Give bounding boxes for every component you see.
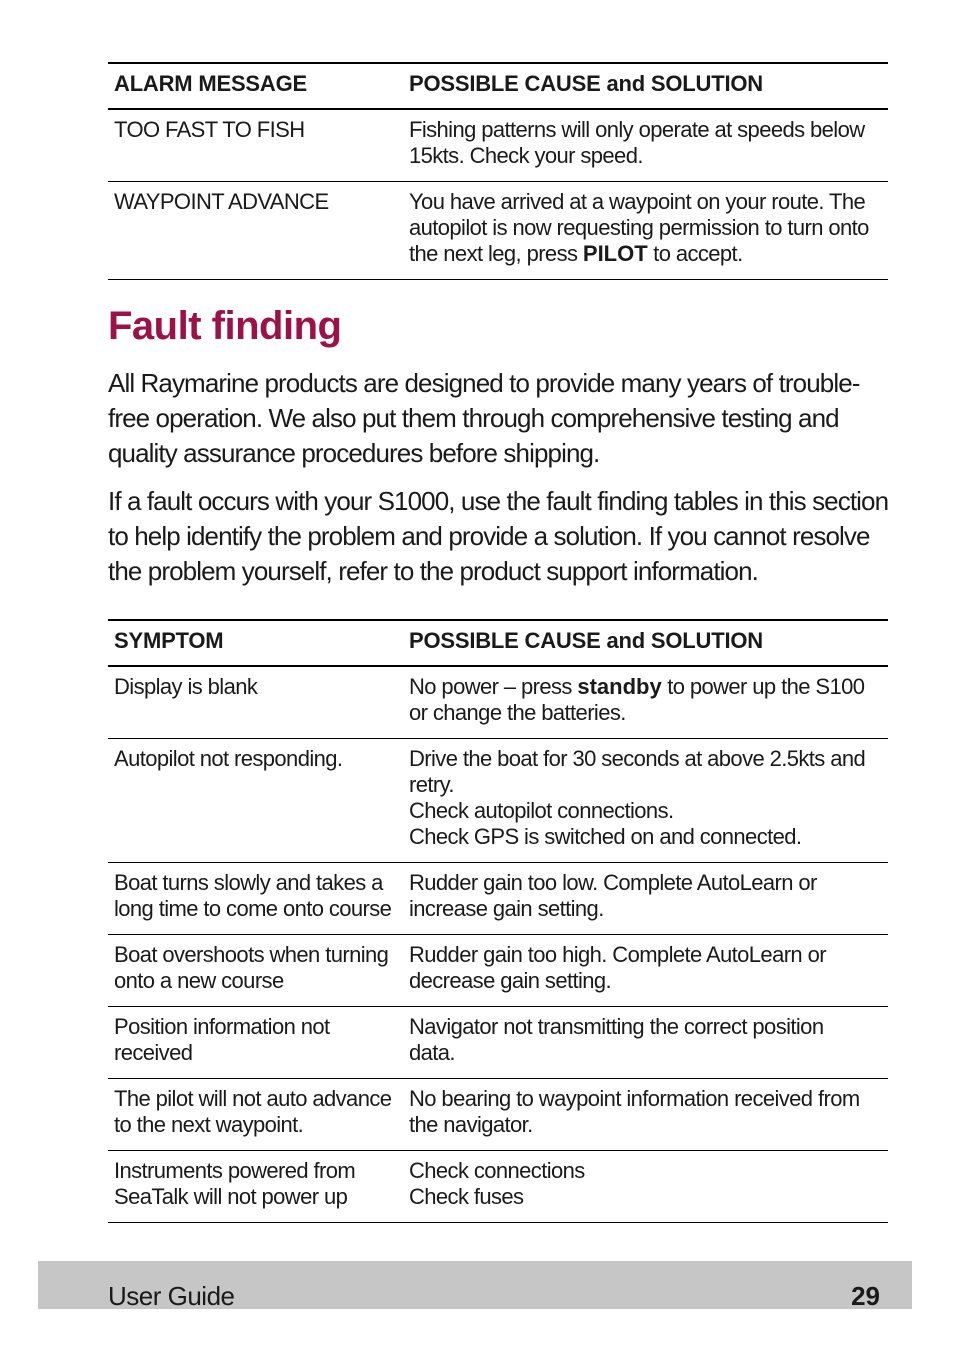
cause-line: or change the batteries. [409, 700, 626, 725]
table-row [108, 666, 888, 739]
column-header-cause-solution: POSSIBLE CAUSE and SOLUTION [403, 63, 888, 109]
section-title: Fault finding [108, 304, 342, 348]
table-row [108, 935, 888, 1007]
symptom-line: received [114, 1040, 193, 1065]
symptom-line: to the next waypoint. [114, 1112, 304, 1137]
solution-line [409, 241, 882, 267]
cause-line: Drive the boat for 30 seconds at above 2.5kts and [409, 746, 866, 771]
solution-text: to accept. [647, 241, 743, 266]
intro-paragraph: All Raymarine products are designed to provide many years of trouble-free operation. We also put them through comprehensive testing and quality assurance procedures before shipping. [108, 368, 860, 468]
cause-cell [403, 666, 888, 739]
cause-line: Check autopilot connections. [409, 798, 674, 823]
cause-line: data. [409, 1040, 455, 1065]
table-header-row [108, 620, 888, 666]
column-header-symptom: SYMPTOM [108, 620, 403, 666]
symptom-cell [108, 739, 403, 863]
solution-cell [403, 182, 888, 280]
solution-line: Fishing patterns will only operate at speeds below [409, 117, 865, 142]
cause-line: Rudder gain too high. Complete AutoLearn or [409, 942, 826, 967]
alarm-message-text: TOO FAST TO FISH [114, 117, 305, 142]
cause-line [409, 674, 882, 700]
cause-cell [403, 935, 888, 1007]
symptom-table [108, 619, 888, 1223]
cause-text: No power – press [409, 674, 578, 699]
table-row [108, 1079, 888, 1151]
column-header-alarm-message: ALARM MESSAGE [108, 63, 403, 109]
symptom-cell [108, 863, 403, 935]
cause-cell [403, 1079, 888, 1151]
alarm-message-cell [108, 182, 403, 280]
alarm-message-table [108, 62, 888, 280]
cause-cell [403, 1151, 888, 1223]
symptom-line: Position information not [114, 1014, 330, 1039]
symptom-cell [108, 1079, 403, 1151]
symptom-line: Instruments powered from [114, 1158, 356, 1183]
solution-line: 15kts. Check your speed. [409, 143, 643, 168]
cause-line: Check fuses [409, 1184, 524, 1209]
table-row [108, 1007, 888, 1079]
cause-line: decrease gain setting. [409, 968, 612, 993]
page-number: 29 [851, 1281, 880, 1311]
footer-title: User Guide [108, 1281, 235, 1311]
cause-line: No bearing to waypoint information received from [409, 1086, 860, 1111]
table-row [108, 109, 888, 182]
cause-line: Check GPS is switched on and connected. [409, 824, 802, 849]
standby-key-label: standby [577, 674, 662, 699]
cause-cell [403, 1007, 888, 1079]
solution-cell [403, 109, 888, 182]
cause-text: to power up the S100 [661, 674, 865, 699]
footer-bar [38, 1261, 912, 1309]
cause-line: increase gain setting. [409, 896, 604, 921]
cause-line: retry. [409, 772, 454, 797]
symptom-line: Display is blank [114, 674, 258, 699]
symptom-line: Autopilot not responding. [114, 746, 343, 771]
cause-cell [403, 863, 888, 935]
table-header-row [108, 63, 888, 109]
fault-paragraph: If a fault occurs with your S1000, use the fault finding tables in this section to help identify the problem and provide a solution. If you cannot resolve the problem yourself, refer to the product support information. [108, 486, 889, 586]
symptom-line: long time to come onto course [114, 896, 392, 921]
cause-line: the navigator. [409, 1112, 533, 1137]
symptom-cell [108, 1007, 403, 1079]
symptom-cell [108, 935, 403, 1007]
symptom-line: SeaTalk will not power up [114, 1184, 348, 1209]
cause-line: Rudder gain too low. Complete AutoLearn or [409, 870, 817, 895]
column-header-cause-solution: POSSIBLE CAUSE and SOLUTION [403, 620, 888, 666]
table-row [108, 1151, 888, 1223]
symptom-line: The pilot will not auto advance [114, 1086, 392, 1111]
symptom-line: Boat overshoots when turning [114, 942, 389, 967]
pilot-key-label: PILOT [582, 241, 648, 266]
solution-line: autopilot is now requesting permission to turn onto [409, 215, 869, 240]
cause-line: Navigator not transmitting the correct position [409, 1014, 824, 1039]
cause-line: Check connections [409, 1158, 585, 1183]
table-row [108, 182, 888, 280]
alarm-message-cell [108, 109, 403, 182]
table-row [108, 863, 888, 935]
cause-cell [403, 739, 888, 863]
solution-text: the next leg, press [409, 241, 583, 266]
symptom-cell [108, 666, 403, 739]
symptom-line: Boat turns slowly and takes a [114, 870, 383, 895]
solution-line: You have arrived at a waypoint on your route. The [409, 189, 866, 214]
symptom-line: onto a new course [114, 968, 284, 993]
alarm-message-text: WAYPOINT ADVANCE [114, 189, 329, 214]
symptom-cell [108, 1151, 403, 1223]
table-row [108, 739, 888, 863]
